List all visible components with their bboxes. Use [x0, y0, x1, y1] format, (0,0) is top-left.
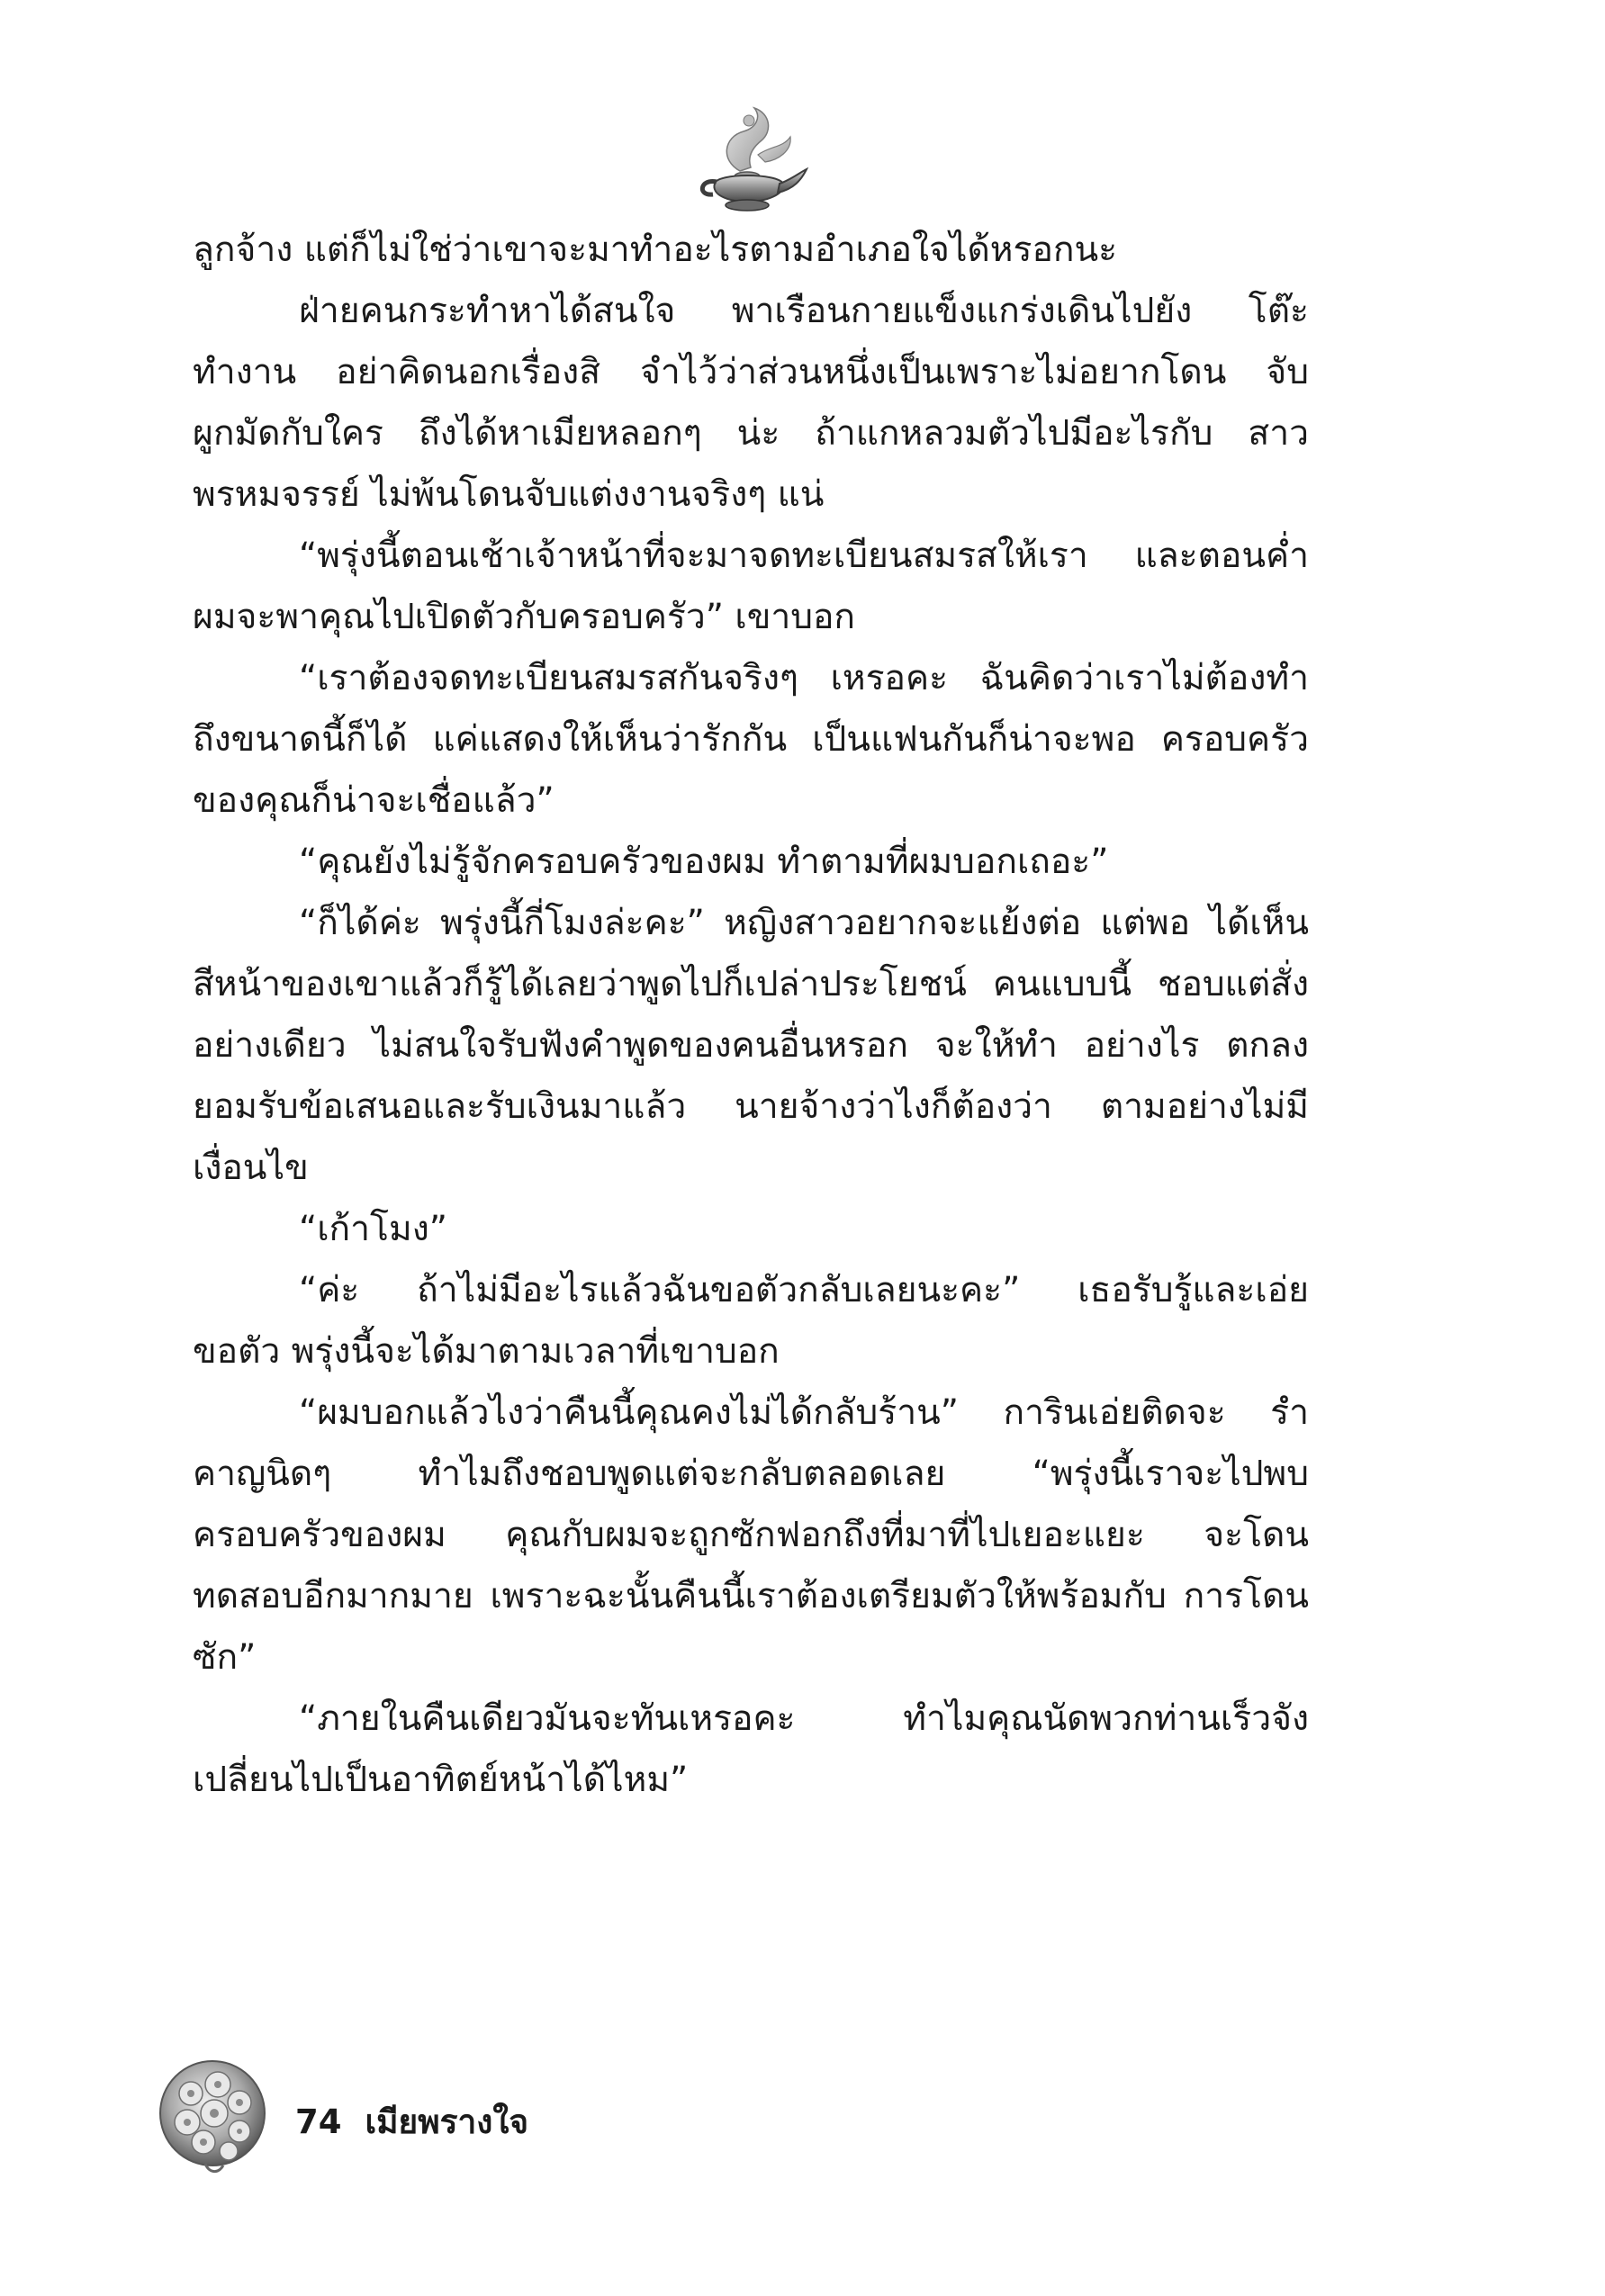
text-line: เปลี่ยนไปเป็นอาทิตย์หน้าได้ไหม”	[193, 1760, 689, 1800]
text-line: ตามอย่างไม่มีเงื่อนไข	[193, 1086, 1309, 1188]
paragraph	[193, 648, 1309, 832]
text-line: จับผูกมัดกับใคร ถึงได้หาเมียหลอกๆ น่ะ ถ้าแกหลวมตัวไปมีอะไรกับ	[193, 352, 1309, 454]
genie-lamp-icon	[684, 101, 810, 218]
paragraph	[193, 220, 1309, 281]
text-line: ครอบครัวของผม คุณกับผมจะถูกซักฟอกถึงที่มาที่ไปเยอะแยะ จะโดน	[193, 1515, 1309, 1555]
text-line: ชอบแต่สั่งอย่างเดียว ไม่สนใจรับฟังคำพูดของคนอื่นหรอก จะให้ทำ	[193, 964, 1309, 1066]
text-line: “คุณยังไม่รู้จักครอบครัวของผม ทำตามที่ผมบอกเถอะ”	[299, 842, 1109, 882]
paragraph	[193, 832, 1309, 893]
paragraph	[193, 893, 1309, 1199]
text-line: ได้เห็นสีหน้าของเขาแล้วก็รู้ได้เลยว่าพูดไปก็เปล่าประโยชน์ คนแบบนี้	[193, 903, 1309, 1004]
text-line: ลูกจ้าง แต่ก็ไม่ใช่ว่าเขาจะมาทำอะไรตามอำเภอใจได้หรอกนะ	[193, 230, 1118, 270]
text-line: รำคาญนิดๆ ทำไมถึงชอบพูดแต่จะกลับตลอดเลย “พรุ่งนี้เราจะไปพบ	[193, 1392, 1309, 1494]
book-title: เมียพรางใจ	[365, 2102, 529, 2141]
paragraph	[193, 1688, 1309, 1811]
text-line: “เราต้องจดทะเบียนสมรสกันจริงๆ เหรอคะ ฉันคิดว่าเราไม่ต้องทำ	[299, 658, 1309, 698]
footer-caption	[295, 2095, 528, 2148]
text-line: ทดสอบอีกมากมาย เพราะฉะนั้นคืนนี้เราต้องเตรียมตัวให้พร้อมกับ	[193, 1576, 1167, 1616]
text-line: “ก็ได้ค่ะ พรุ่งนี้กี่โมงล่ะคะ” หญิงสาวอยากจะแย้งต่อ แต่พอ	[299, 903, 1191, 943]
text-line: การโดนซัก”	[193, 1576, 1309, 1678]
text-line: โต๊ะทำงาน อย่าคิดนอกเรื่องสิ จำไว้ว่าส่วนหนึ่งเป็นเพราะไม่อยากโดน	[193, 291, 1309, 392]
text-line: “ภายในคืนเดียวมันจะทันเหรอคะ ทำไมคุณนัดพวกท่านเร็วจัง	[299, 1698, 1309, 1739]
text-line: “ผมบอกแล้วไงว่าคืนนี้คุณคงไม่ได้กลับร้าน” การินเอ่ยติดจะ	[299, 1392, 1226, 1433]
paragraph	[193, 1199, 1309, 1260]
text-line: “พรุ่งนี้ตอนเช้าเจ้าหน้าที่จะมาจดทะเบียนสมรสให้เรา และตอนค่ำ	[299, 536, 1309, 576]
text-line: อย่างไร ตกลงยอมรับข้อเสนอและรับเงินมาแล้ว นายจ้างว่าไงก็ต้องว่า	[193, 1025, 1309, 1127]
text-line: ผมจะพาคุณไปเปิดตัวกับครอบครัว” เขาบอก	[193, 597, 856, 637]
text-line: ของคุณก็น่าจะเชื่อแล้ว”	[193, 780, 555, 821]
body-text	[193, 220, 1309, 1811]
text-line: “ค่ะ ถ้าไม่มีอะไรแล้วฉันขอตัวกลับเลยนะคะ” เธอรับรู้และเอ่ย	[299, 1270, 1309, 1310]
paragraph	[193, 1382, 1309, 1688]
paragraph	[193, 1260, 1309, 1382]
text-line: “เก้าโมง”	[299, 1209, 447, 1249]
page-number: 74	[295, 2102, 342, 2141]
text-line: ถึงขนาดนี้ก็ได้ แค่แสดงให้เห็นว่ารักกัน เป็นแฟนกันก็น่าจะพอ ครอบครัว	[193, 719, 1309, 760]
page-footer	[151, 2054, 781, 2180]
text-line: สาวพรหมจรรย์ ไม่พ้นโดนจับแต่งงานจริงๆ แน่	[193, 413, 1309, 515]
flower-bouquet-icon	[151, 2054, 277, 2180]
paragraph	[193, 281, 1309, 526]
text-line: ฝ่ายคนกระทำหาได้สนใจ พาเรือนกายแข็งแกร่งเดินไปยัง	[299, 291, 1193, 331]
text-line: ขอตัว พรุ่งนี้จะได้มาตามเวลาที่เขาบอก	[193, 1331, 780, 1372]
paragraph	[193, 526, 1309, 648]
